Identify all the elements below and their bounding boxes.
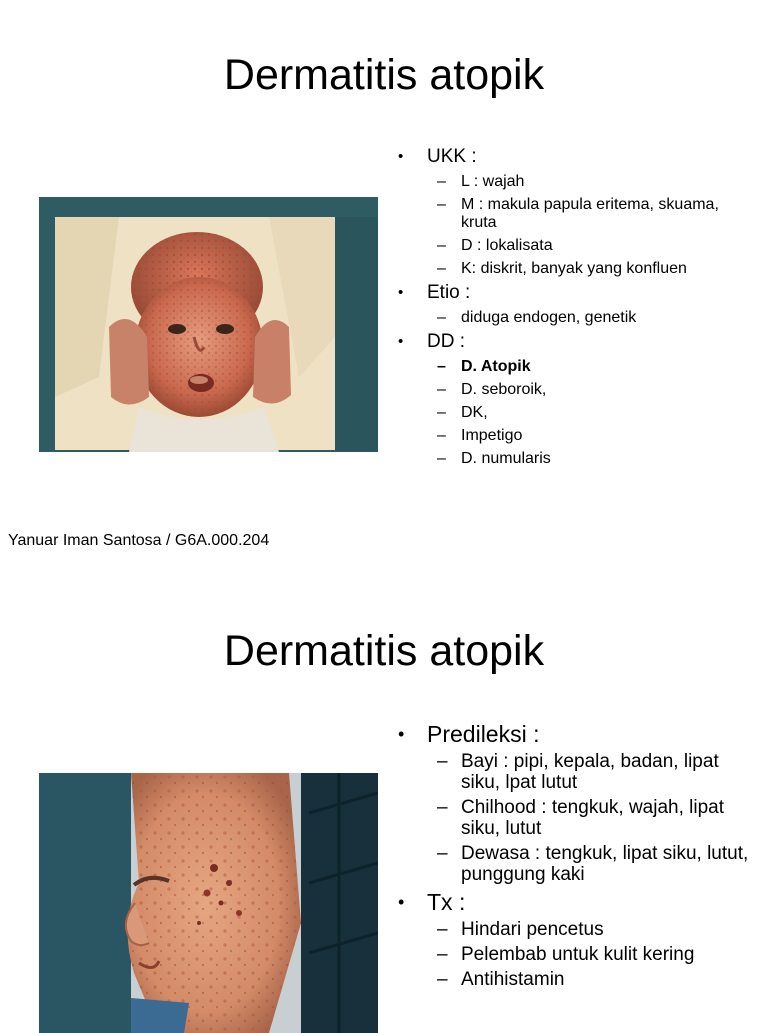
dash-glyph: – bbox=[437, 173, 446, 190]
clinical-photo-child bbox=[39, 773, 378, 1033]
sub-list bbox=[427, 173, 756, 278]
bullet-dd bbox=[396, 331, 756, 468]
sub-item bbox=[427, 173, 756, 191]
sub-item-text: Pelembab untuk kulit kering bbox=[461, 944, 695, 965]
dash-glyph: – bbox=[437, 309, 446, 326]
sub-item-text: D : lokalisata bbox=[461, 237, 553, 254]
dash-glyph: – bbox=[437, 919, 448, 940]
author-footer: Yanuar Iman Santosa / G6A.000.204 bbox=[8, 532, 270, 549]
sub-item-text: D. Atopik bbox=[461, 358, 531, 375]
sub-item-text: DK, bbox=[461, 404, 488, 421]
sub-item-text: diduga endogen, genetik bbox=[461, 309, 637, 326]
sub-item bbox=[427, 404, 756, 422]
sub-item-text: D. numularis bbox=[461, 450, 551, 467]
slide-title: Dermatitis atopik bbox=[223, 627, 545, 675]
sub-item-text: M : makula papula eritema, skuama, kruta bbox=[461, 196, 719, 231]
dash-glyph: – bbox=[437, 196, 446, 213]
bullet-label: Predileksi : bbox=[427, 721, 540, 747]
sub-list bbox=[427, 309, 756, 327]
slide-title: Dermatitis atopik bbox=[223, 51, 545, 99]
bullet-list bbox=[396, 142, 756, 468]
sub-item bbox=[427, 944, 756, 965]
child-eczema-image bbox=[39, 773, 378, 1033]
sub-item-text: Impetigo bbox=[461, 427, 523, 444]
sub-item-text: L : wajah bbox=[461, 173, 525, 190]
bullet-tx bbox=[396, 889, 756, 990]
bullet-label: Tx : bbox=[427, 889, 466, 915]
dash-glyph: – bbox=[437, 381, 446, 398]
sub-item bbox=[427, 919, 756, 940]
dash-glyph: – bbox=[437, 450, 446, 467]
bullet-label: Etio : bbox=[427, 282, 471, 303]
sub-item bbox=[427, 427, 756, 445]
bullet-etio bbox=[396, 282, 756, 327]
sub-item bbox=[427, 260, 756, 278]
sub-item bbox=[427, 196, 756, 232]
dash-glyph: – bbox=[437, 427, 446, 444]
sub-item-text: Hindari pencetus bbox=[461, 919, 604, 940]
bullet-predileksi bbox=[396, 721, 756, 885]
dash-glyph: – bbox=[437, 751, 448, 772]
bullet-label: DD : bbox=[427, 331, 465, 352]
sub-item-text: Bayi : pipi, kepala, badan, lipat siku, lpat lutut bbox=[461, 751, 719, 793]
bullet-ukk bbox=[396, 146, 756, 278]
dash-glyph: – bbox=[437, 944, 448, 965]
sub-item bbox=[427, 969, 756, 990]
sub-item bbox=[427, 450, 756, 468]
dash-glyph: – bbox=[437, 358, 446, 375]
bullet-glyph: • bbox=[398, 892, 405, 912]
sub-item-text: Antihistamin bbox=[461, 969, 565, 990]
dash-glyph: – bbox=[437, 969, 448, 990]
sub-item bbox=[427, 843, 756, 885]
sub-item-text: Dewasa : tengkuk, lipat siku, lutut, punggung kaki bbox=[461, 843, 749, 885]
dash-glyph: – bbox=[437, 404, 446, 421]
sub-list bbox=[427, 358, 756, 468]
infant-rash-image bbox=[39, 197, 378, 452]
bullet-list bbox=[396, 717, 756, 990]
dash-glyph: – bbox=[437, 843, 448, 864]
sub-item bbox=[427, 381, 756, 399]
dash-glyph: – bbox=[437, 237, 446, 254]
dash-glyph: – bbox=[437, 260, 446, 277]
bullet-glyph: • bbox=[398, 284, 404, 301]
slide-2 bbox=[0, 575, 768, 1024]
clinical-photo-infant bbox=[39, 197, 378, 452]
sub-item-text: Chilhood : tengkuk, wajah, lipat siku, lutut bbox=[461, 797, 724, 839]
bullet-glyph: • bbox=[398, 333, 404, 350]
sub-item bbox=[427, 751, 756, 793]
sub-list bbox=[427, 919, 756, 990]
bullet-glyph: • bbox=[398, 724, 405, 744]
bullet-glyph: • bbox=[398, 148, 404, 165]
sub-item-text: K: diskrit, banyak yang konfluen bbox=[461, 260, 687, 277]
dash-glyph: – bbox=[437, 797, 448, 818]
sub-item bbox=[427, 309, 756, 327]
sub-item bbox=[427, 237, 756, 255]
sub-item-text: D. seboroik, bbox=[461, 381, 547, 398]
bullet-label: UKK : bbox=[427, 146, 477, 167]
sub-item bbox=[427, 797, 756, 839]
sub-item bbox=[427, 358, 756, 376]
sub-list bbox=[427, 751, 756, 885]
